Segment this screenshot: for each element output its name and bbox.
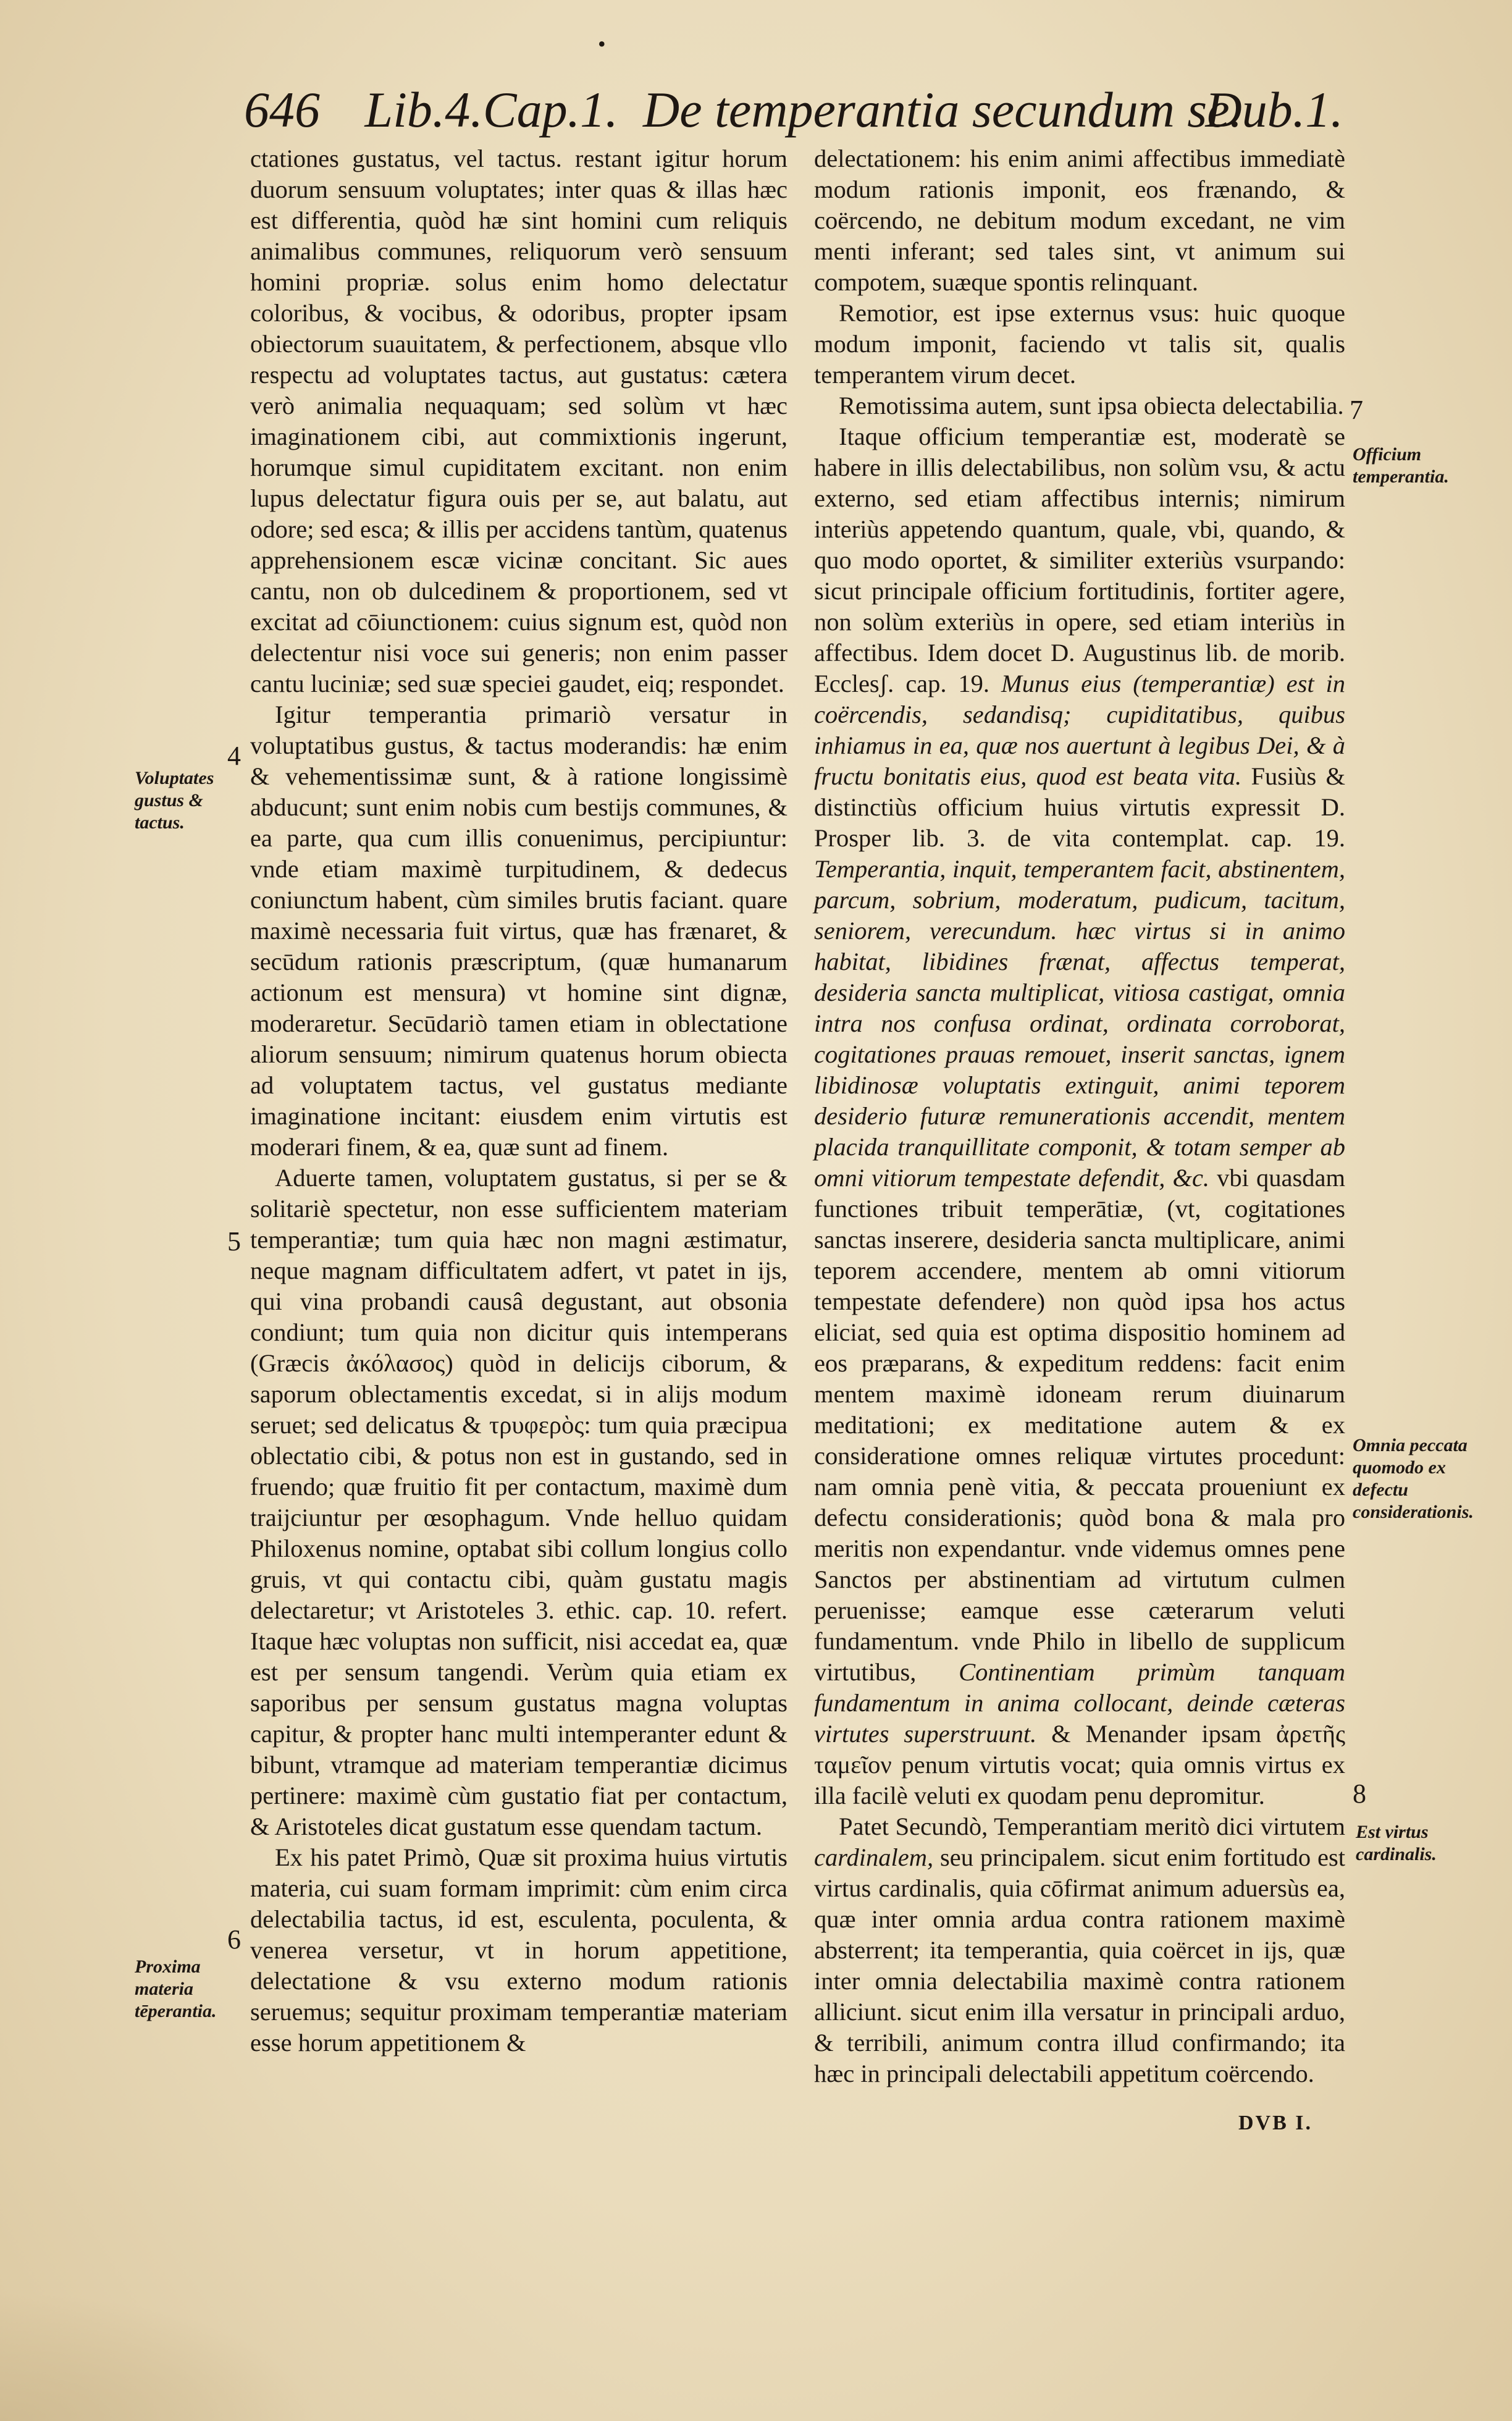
paragraph-right-3: Remotissima autem, sunt ipsa obiecta delectabilia.	[839, 392, 1344, 419]
paragraph-number-4: 4	[227, 741, 241, 771]
margin-note-officium: Officium temperantia.	[1353, 444, 1449, 487]
paragraph-left-3: Aduerte tamen, voluptatem gustatus, si per se & solitariè spectetur, non esse sufficientem materiam temperantiæ; tum quia hæc non magni æstimatur, neque magnam difficultatem adfert, vt patet in ijs, qui vina probandi causâ degustant, aut obsonia condiunt; tum quia non dicitur quis intemperans (Græcis ἀκόλασος) quòd in delicijs ciborum, & saporum oblectamentis excedat, si in alijs modum seruet; sed delicatus & τρυφερὸς: tum quia præcipua oblectatio cibi, & potus non est in gustando, sed in fruendo; quæ fruitio fit per contactum, maximè dum traijciuntur per œsophagum. Vnde helluo quidam Philoxenus nomine, optabat sibi collum longius collo gruis, vt qui contactu cibi, quàm gustatu magis delectaretur; vt Aristoteles 3. ethic. cap. 10. refert. Itaque hæc voluptas non sufficit, nisi accedat ea, quæ est per sensum tangendi. Verùm quia etiam ex saporibus per sensum gustatus magna voluptas capitur, & propter hanc multi intemperanter edunt & bibunt, vtramque ad materiam temperantiæ dicimus pertinere: maximè cùm gustatio fiat per contactum, & Aristoteles dicat gustatum esse quendam tactum.	[250, 1164, 788, 1840]
philo-quote: Continentiam primùm tanquam fundamentum in anima collocant, deinde cæteras virtutes superstruunt.	[814, 1658, 1345, 1748]
paragraph-right-2: Remotior, est ipse externus vsus: huic quoque modum imponit, faciendo vt talis sit, qualis temperantem virum decet.	[814, 299, 1345, 389]
page-stain	[0, 2292, 321, 2421]
paragraph-left-1: ctationes gustatus, vel tactus. restant igitur horum duorum sensuum voluptates; inter quas & illas hæc est differentia, quòd hæ sint homini cum reliquis animalibus communes, reliquorum verò sensuum homini propriæ. solus enim homo delectatur coloribus, & vocibus, & odoribus, propter ipsam obiectorum suauitatem, & perfectionem, absque vllo respectu ad voluptates tactus, aut gustatus: cætera verò animalia nequaquam; sed solùm vt hæc imaginationem cibi, aut commixtionis ingerunt, horumque simul cupiditatem excitant. non enim lupus delectatur figura ouis per se, aut balatu, aut odore; sed esca; & illis per accidens tantùm, quatenus apprehensionem escæ vicinæ concitant. Sic aues cantu, non ob dulcedinem & proportionem, sed vt excitat ad cōiunctionem: cuius signum est, quòd non delectentur nisi voce sui generis; non enim passer cantu luciniæ; sed suæ speciei gaudet, eiq; respondet.	[250, 145, 788, 697]
paragraph-left-2: Igitur temperantia primariò versatur in voluptatibus gustus, & tactus moderandis: hæ enim & vehementissimæ sunt, & à ratione longissimè abducunt; sunt enim nobis cum bestijs communes, & ea parte, qua cum illis conuenimus, percipiuntur: vnde etiam maximè turpitudinem, & dedecus coniunctum habent, cùm similes brutis faciant. quare maximè necessaria fuit virtus, quæ has frænaret, & secūdum rationis præscriptum, (quæ humanarum actionum est mensura) vt homine sint dignæ, moderaretur. Secūdariò tamen etiam in oblectatione aliorum sensuum; nimirum quatenus horum obiecta ad voluptatem tactus, vel gustatus mediante imaginatione incitant: eiusdem enim virtutis est moderari finem, & ea, quæ sunt ad finem.	[250, 701, 788, 1161]
margin-note-voluptates: Voluptates gustus & tactus.	[135, 768, 214, 833]
functiones-text: vbi quasdam functiones tribuit temperātiæ, (vt, cogitationes sanctas inserere, desideria sancta multiplicare, animi teporem accendere, mentem ab omni vitiorum tempestate defendere) non quòd ipsa hos actus eliciat, sed quia est optima dispositio hominem ad eos præparans, & expeditum reddens: facit enim mentem maximè idoneam rerum diuinarum meditationi; ex meditatione autem & ex consideratione omnes reliquæ virtutes procedunt: nam omnia penè vitia, & peccata proueniunt ex defectu considerationis; quòd bona & mala pro meritis non expendantur. vnde videmus omnes pene Sanctos per abstinentiam ad virtutum culmen peruenisse; eamque esse cæterarum veluti fundamentum. vnde Philo in libello de supplicum virtutibus,	[814, 1164, 1345, 1686]
running-head	[244, 73, 1343, 147]
book-chapter: Lib.4.Cap.1.	[364, 82, 618, 138]
prosper-quote: Temperantia, inquit, temperantem facit, abstinentem, parcum, sobrium, moderatum, pudicum, tacitum, seniorem, verecundum. hæc virtus si in animo habitat, libidines frænat, affectus temperat, desideria sancta multiplicat, vitiosa castigat, omnia intra nos confusa ordinat, ordinata corroborat, cogitationes prauas remouet, inserit sanctas, ignem libidinosæ voluptatis extinguit, animi teporem desiderio futuræ remunerationis accendit, mentem placida tranquillitate componit, & totam semper ab omni vitiorum tempestate defendit, &c.	[814, 855, 1345, 1192]
margin-note-omnia: Omnia peccata quomodo ex defectu considerationis.	[1353, 1435, 1474, 1522]
paragraph-number-7: 7	[1350, 395, 1363, 425]
paragraph-right-5	[814, 1811, 1345, 2089]
menander-text: & Menander ipsam ἀρετῆς ταμεῖον penum virtutis vocat; quia omnis virtus ex illa facilè veluti ex quodam penu depromitur.	[814, 1720, 1345, 1809]
paragraph-right-1: delectationem: his enim animi affectibus immediatè modum rationis imponit, eos frænando, & coërcendo, ne debitum modum excedant, ne vim menti inferant; sed tales sint, vt animum sui compotem, suæque spontis relinquant.	[814, 145, 1345, 296]
cardinalem-word: cardinalem,	[814, 1843, 934, 1871]
paragraph-number-8: 8	[1353, 1779, 1366, 1809]
left-column	[250, 143, 788, 2058]
augustine-quote: Munus eius (temperantiæ) est in coërcendis, sedandisq; cupiditatibus, quibus inhiamus in ea, quæ nos auertunt à legibus Dei, & à fructu bonitatis eius, quod est beata vita.	[814, 670, 1345, 790]
paragraph-number-6: 6	[227, 1924, 241, 1955]
page-number: 646	[244, 82, 320, 138]
margin-note-proxima: Proxima materia tēperantia.	[135, 1956, 217, 2021]
dubium-label: Dub.1.	[1205, 82, 1343, 138]
right-column	[814, 143, 1345, 2089]
top-ornament: •	[598, 32, 606, 56]
prosper-intro: Fusiùs & distinctiùs officium huius virtutis expressit D. Prosper lib. 3. de vita contemplat. cap. 19.	[814, 762, 1345, 852]
secundo-rest: seu principalem. sicut enim fortitudo est virtus cardinalis, quia cōfirmat animum aduersùs ea, quæ inter omnia ardua contra rationem maximè absterrent; ita temperantia, quia coërcet in ijs, quæ inter omnia delectabilia maximè contra rationem alliciunt. sicut enim illa versatur in principali arduo, & terribili, animum contra illud confirmando; ita hæc in principali delectabili appetitum coërcendo.	[814, 1843, 1346, 2087]
catchword: DVB I.	[1238, 2112, 1313, 2134]
margin-note-cardinalis: Est virtus cardinalis.	[1356, 1822, 1437, 1864]
paragraph-right-4	[814, 421, 1345, 1811]
running-title: De temperantia secundum se.	[643, 82, 1243, 138]
paragraph-number-5: 5	[227, 1226, 241, 1257]
paragraph-left-4: Ex his patet Primò, Quæ sit proxima huius virtutis materia, cui suam formam imprimit: cùm enim circa delectabilia tactus, id est, esculenta, poculenta, & venerea versetur, vt in horum appetitione, delectatione & vsu externo modum rationis seruemus; sequitur proximam temperantiæ materiam esse horum appetitionem &	[250, 1843, 788, 2057]
officium-text: Itaque officium temperantiæ est, moderatè se habere in illis delectabilibus, non solùm vsu, & actu externo, sed etiam affectibus internis; nimirum interiùs appetendo quantum, quale, vbi, quando, & quo modo oportet, & similiter exteriùs vsurpando: sicut principale officium fortitudinis, fortiter agere, non solùm exteriùs in opere, sed etiam interiùs in affectibus. Idem docet D. Augustinus lib. de morib. Ecclesʃ. cap. 19.	[814, 423, 1345, 697]
secundo-text: Patet Secundò, Temperantiam meritò dici virtutem	[839, 1813, 1345, 1840]
